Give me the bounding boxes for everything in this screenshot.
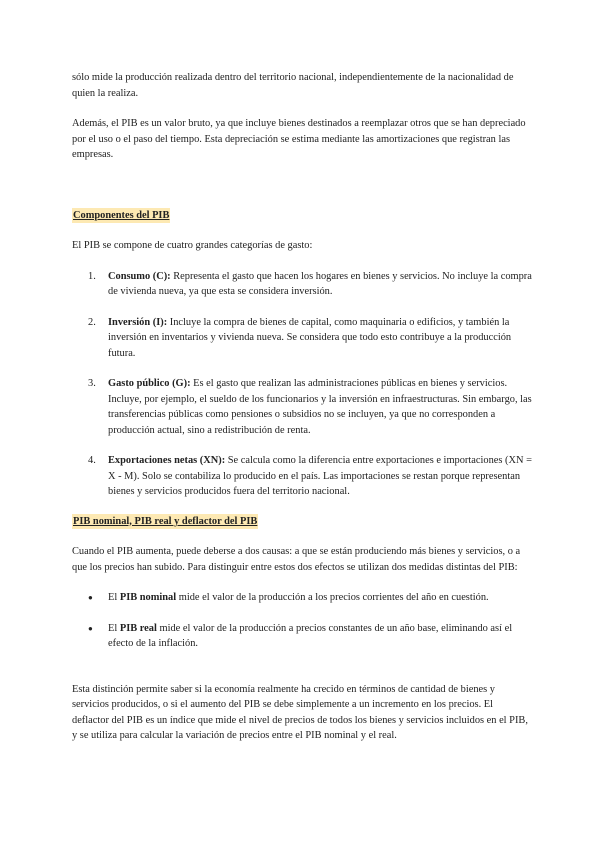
bullet-dot-icon: ●: [88, 593, 93, 602]
desc-consumo: Representa el gasto que hacen los hogares en bienes y servicios. No incluye la compra de vivienda nueva, ya que esta se considera inversión.: [108, 270, 532, 297]
list-number: 4.: [88, 455, 96, 466]
list-number: 3.: [88, 378, 96, 389]
list-item-gasto-publico: [72, 376, 532, 438]
term-consumo: Consumo (C):: [108, 270, 171, 282]
components-intro: El PIB se compone de cuatro grandes categorías de gasto:: [72, 240, 313, 251]
bullet-prefix: El: [108, 592, 120, 603]
bullet-prefix: El: [108, 622, 120, 634]
list-item-exportaciones-netas: [72, 453, 532, 500]
list-item-inversion: [72, 315, 532, 362]
term-pib-nominal: PIB nominal: [119, 592, 177, 603]
desc-pib-real: mide el valor de la producción a precios constantes de un año base, eliminando así el efecto de la inflación.: [108, 622, 513, 649]
list-number: 2.: [88, 316, 96, 328]
bullet-dot-icon: ●: [88, 623, 93, 633]
desc-inversion: Incluye la compra de bienes de capital, como maquinaria o edificios, y también la inversión en inventarios y vivienda nueva. Se considera que todo esto contribuye a la producción futura.: [108, 316, 512, 359]
paragraph-gross-value: Además, el PIB es un valor bruto, ya que incluye bienes destinados a reemplazar otros que se han depreciado por el uso o el paso del tiempo. Esta depreciación se estima mediante las amortizaciones que registran las empresas.: [72, 118, 526, 160]
desc-exportaciones-netas: Se calcula como la diferencia entre exportaciones e importaciones (XN = X - M). Solo se contabiliza lo producido en el país. Las importaciones se restan porque representan bienes y servicios producidos fuera del territorio nacional.: [108, 455, 532, 497]
section-heading-wrap: [72, 208, 532, 224]
section-heading-components: Componentes del PIB: [72, 208, 170, 224]
desc-pib-nominal: mide el valor de la producción a los precios corrientes del año en cuestión.: [176, 592, 489, 603]
bullet-item-pib-nominal: [72, 590, 532, 606]
term-inversion: Inversión (I):: [108, 316, 168, 328]
components-list: [72, 269, 532, 500]
paragraph-territory: sólo mide la producción realizada dentro del territorio nacional, independientemente de la nacionalidad de quien la realiza.: [72, 72, 514, 99]
term-exportaciones-netas: Exportaciones netas (XN):: [108, 455, 226, 466]
nominal-intro: Cuando el PIB aumenta, puede deberse a dos causas: a que se están produciendo más bienes y servicios, o a que los precios han subido. Para distinguir entre estos dos efectos se utilizan dos medidas distintas del PIB:: [72, 546, 521, 573]
document-page: [72, 70, 532, 744]
section-heading-wrap: [72, 514, 532, 530]
desc-gasto-publico: Es el gasto que realizan las administraciones públicas en bienes y servicios. Incluye, por ejemplo, el sueldo de los funcionarios y la inversión en infraestructuras. Sin embargo, las transferencias públicas como pensiones o subsidios no se incluyen, ya que no corresponden a producción actual, sino a redistribución de renta.: [108, 378, 532, 436]
term-pib-real: PIB real: [119, 622, 157, 634]
bullet-list: [72, 590, 532, 652]
list-item-consumo: [72, 269, 532, 300]
section-heading-nominal-real: PIB nominal, PIB real y deflactor del PIB: [72, 514, 258, 530]
bullet-item-pib-real: [72, 621, 532, 652]
closing-paragraph: Esta distinción permite saber si la economía realmente ha crecido en términos de cantidad de bienes y servicios producidos, o si el aumento del PIB se debe simplemente a un incremento en los precios. El deflactor del PIB es un índice que mide el nivel de precios de todos los bienes y servicios incluidos en el PIB, y se utiliza para calcular la variación de precios entre el PIB nominal y el real.: [72, 683, 528, 741]
term-gasto-publico: Gasto público (G):: [108, 378, 191, 389]
list-number: 1.: [88, 270, 96, 282]
